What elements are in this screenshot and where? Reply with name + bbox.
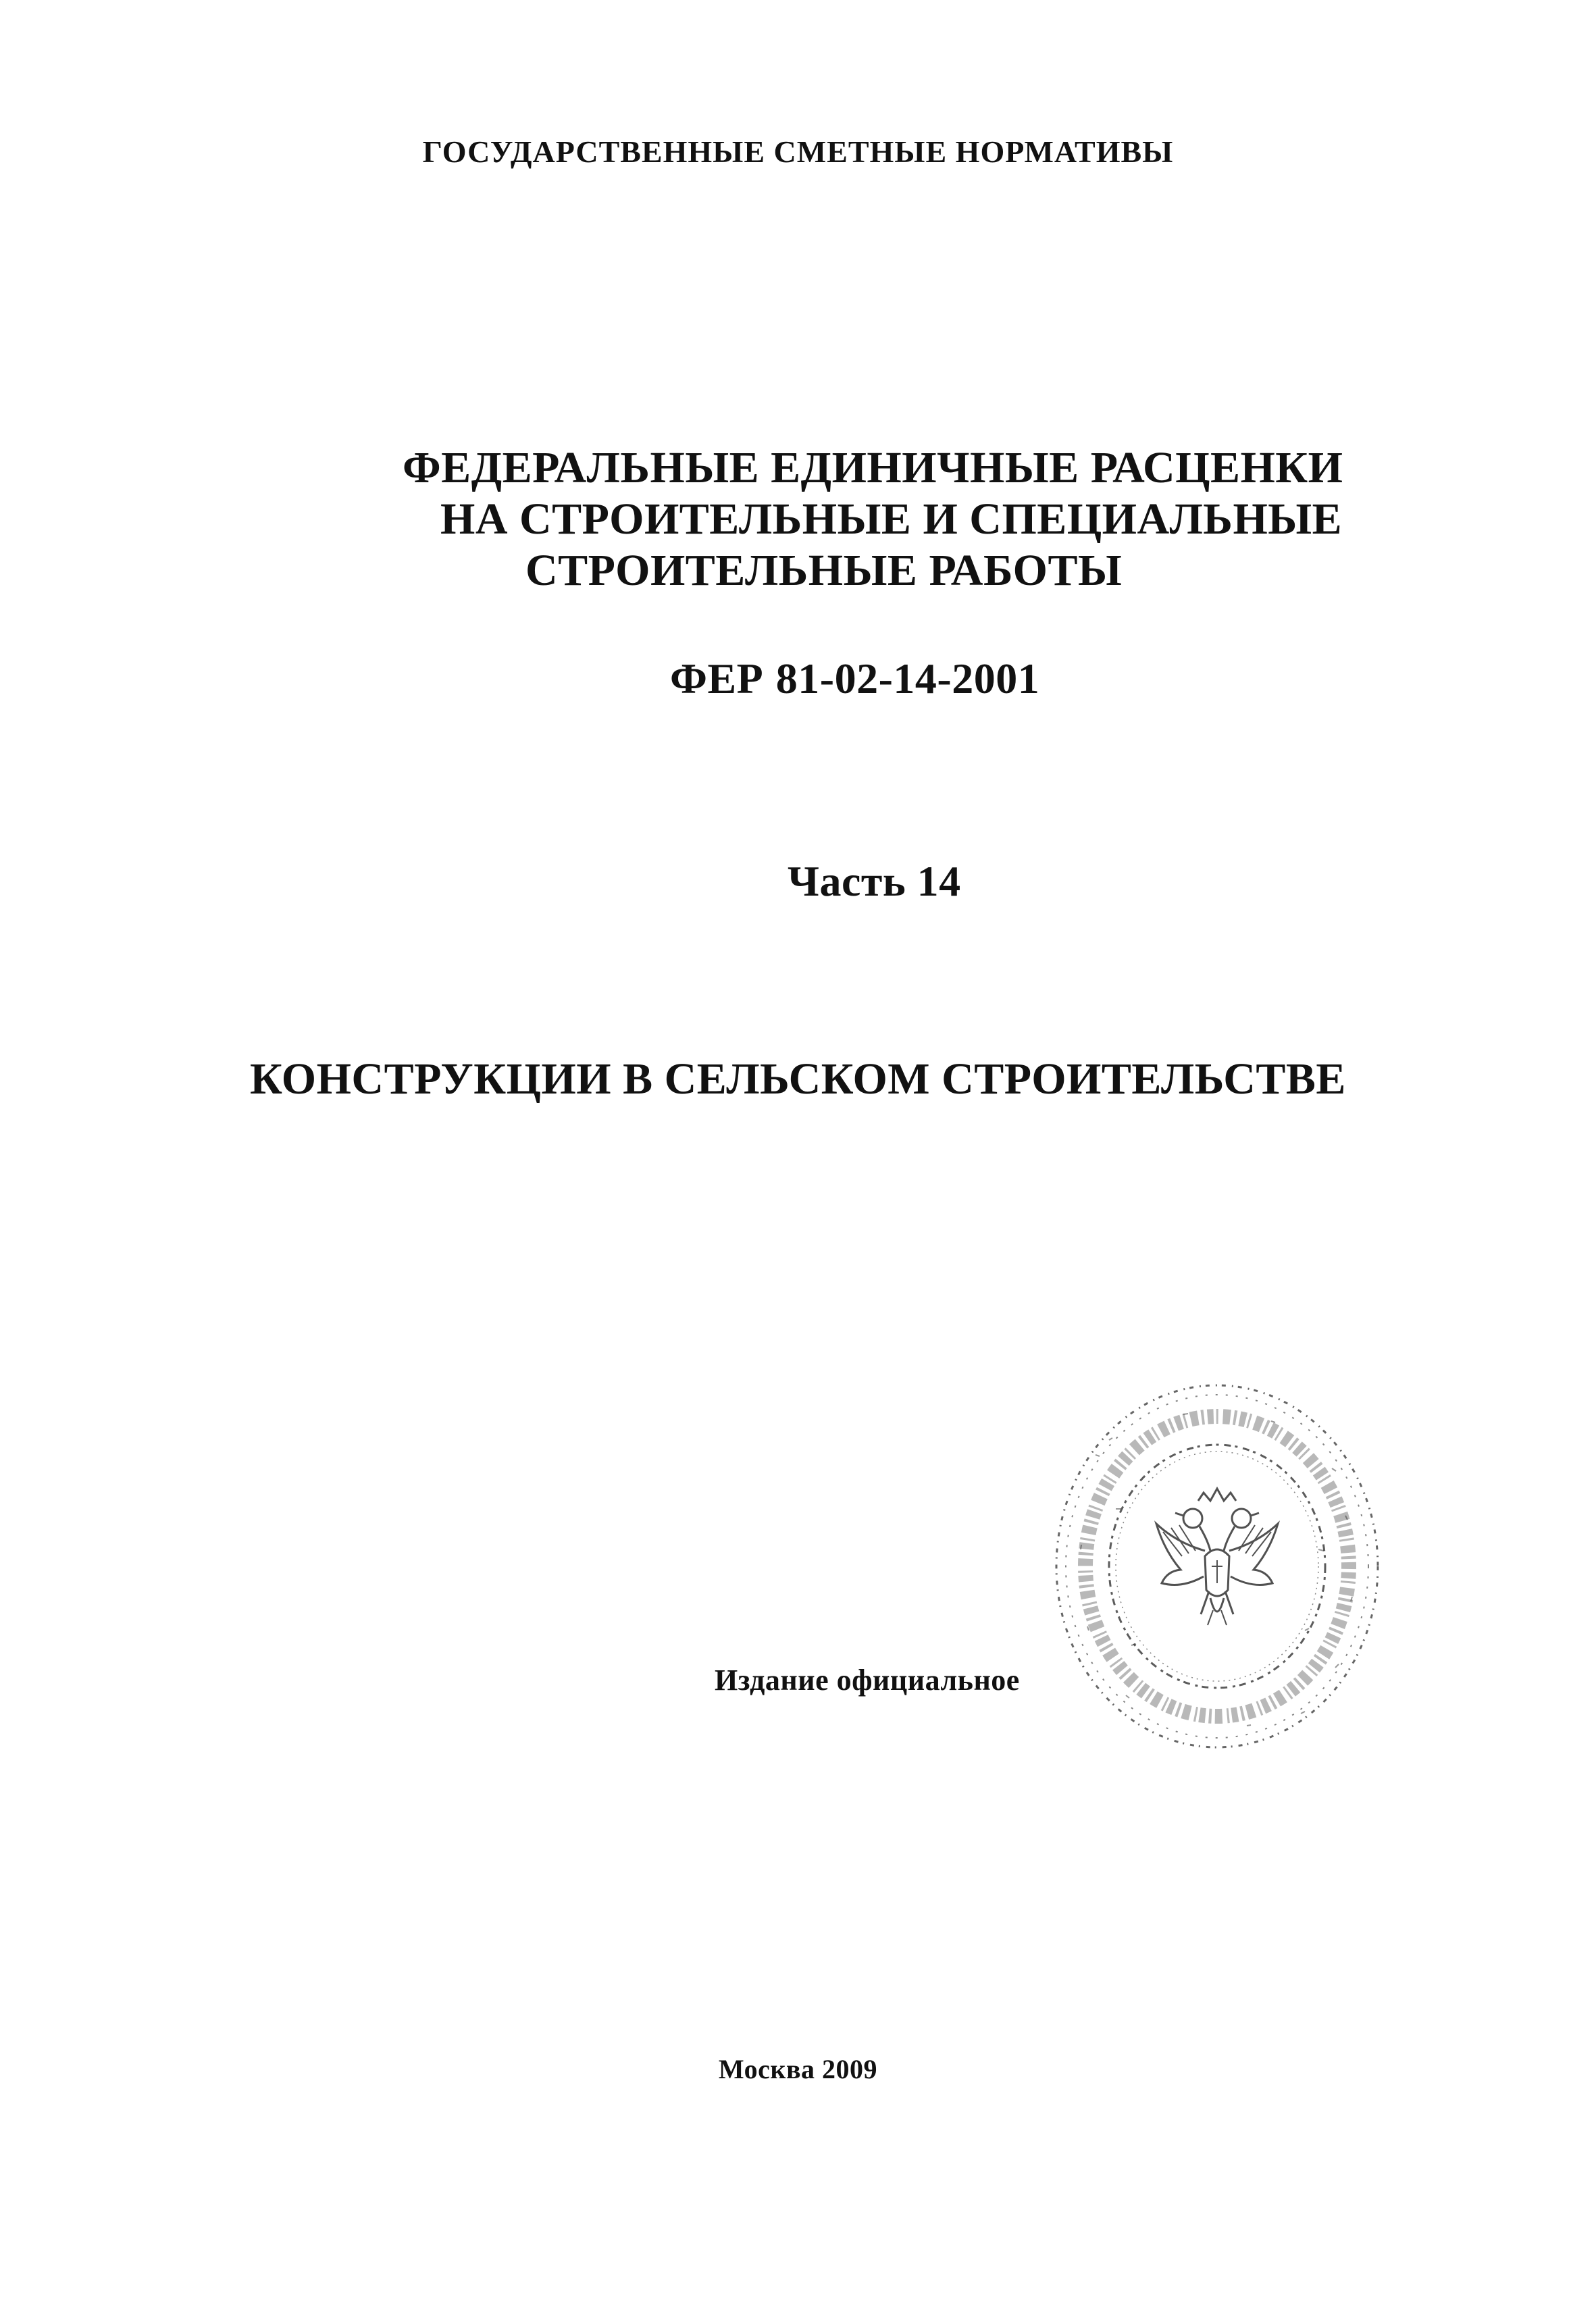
part-number: Часть 14 <box>788 857 961 905</box>
title-line-3: СТРОИТЕЛЬНЫЕ РАБОТЫ <box>525 546 1123 595</box>
official-seal-icon <box>1048 1374 1386 1759</box>
edition-label: Издание официальное <box>715 1664 1020 1697</box>
series-heading: ГОСУДАРСТВЕННЫЕ СМЕТНЫЕ НОРМАТИВЫ <box>422 134 1174 169</box>
city-year: Москва 2009 <box>718 2054 878 2084</box>
title-line-2: НА СТРОИТЕЛЬНЫЕ И СПЕЦИАЛЬНЫЕ <box>440 494 1343 544</box>
title-line-1: ФЕДЕРАЛЬНЫЕ ЕДИНИЧНЫЕ РАСЦЕНКИ <box>403 443 1343 492</box>
document-code: ФЕР 81-02-14-2001 <box>670 654 1040 702</box>
document-subject: КОНСТРУКЦИИ В СЕЛЬСКОМ СТРОИТЕЛЬСТВЕ <box>250 1054 1346 1104</box>
